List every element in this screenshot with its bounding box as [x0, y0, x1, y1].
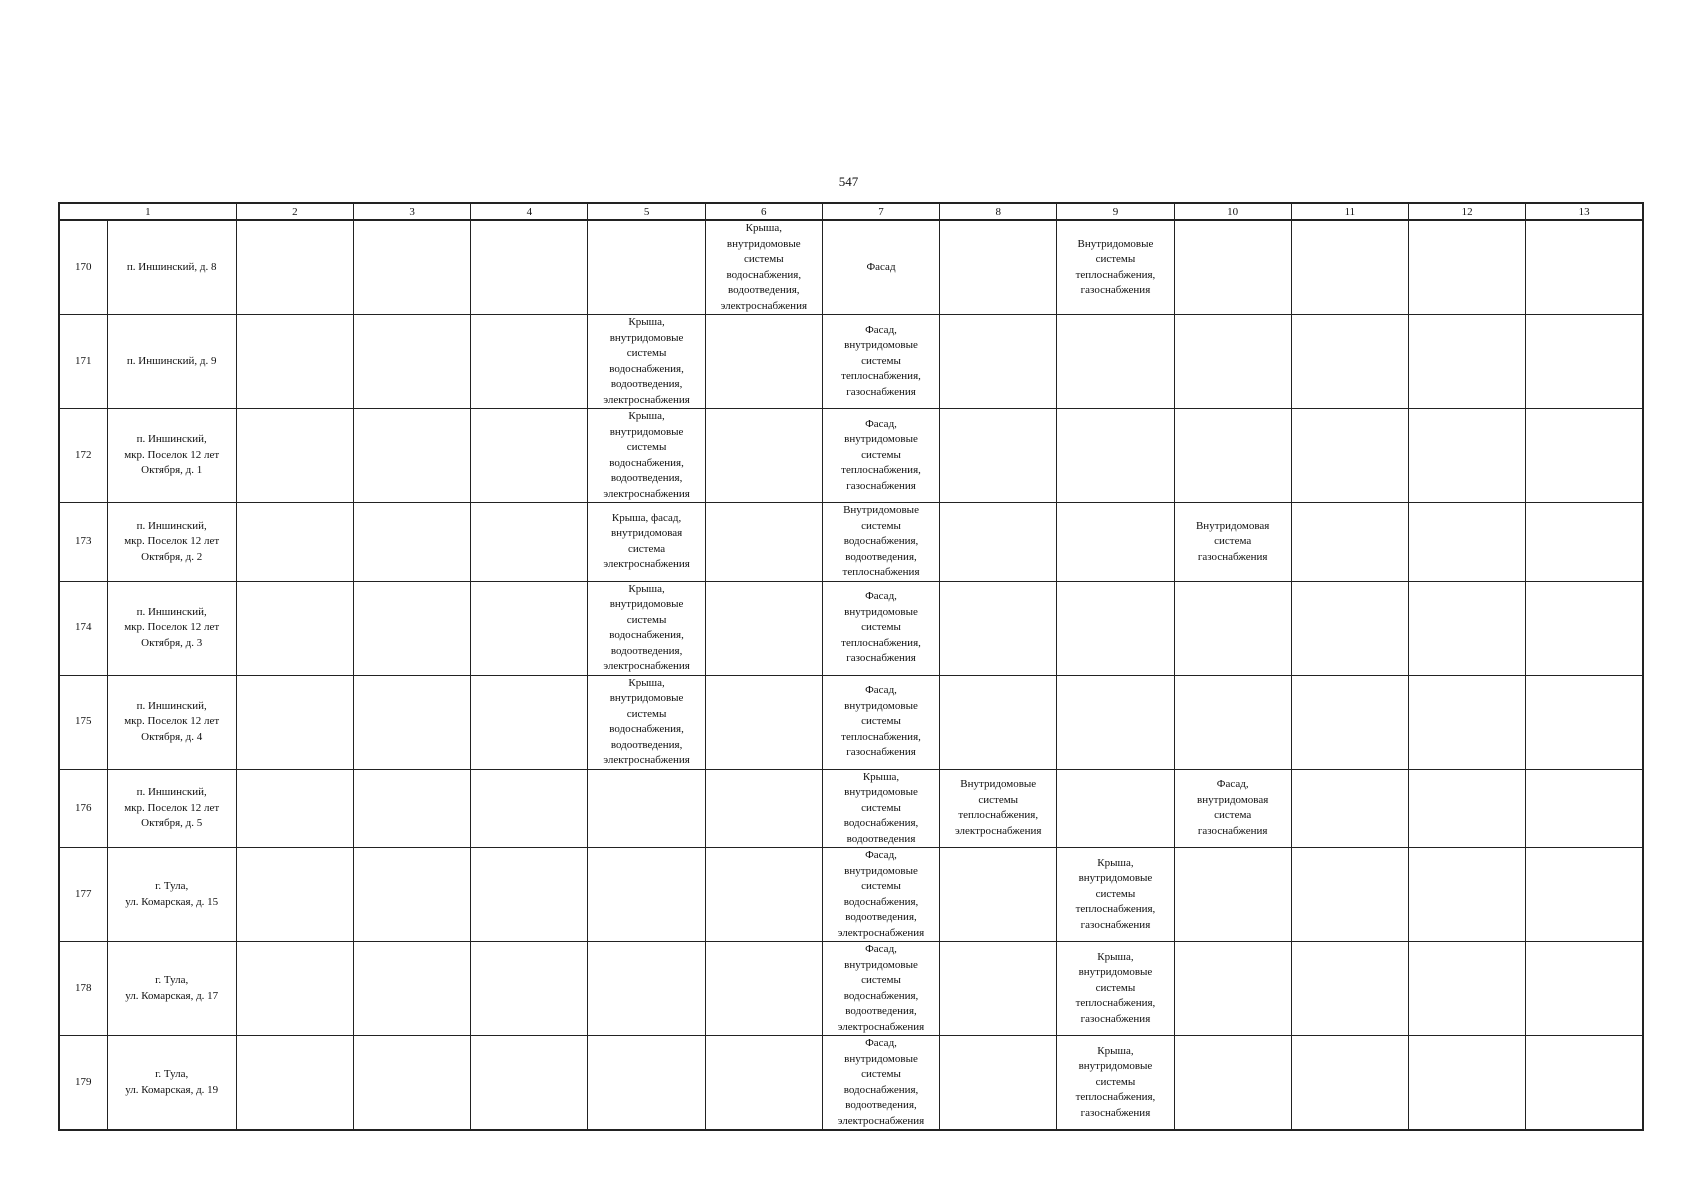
column-header: 5: [588, 203, 705, 220]
address-text: г. Тула, ул. Комарская, д. 17: [125, 974, 219, 1002]
work-cell: [1291, 503, 1408, 582]
work-cell: [588, 409, 705, 503]
work-cell: [1409, 220, 1526, 315]
work-cell: [940, 675, 1057, 769]
work-cell: [236, 581, 353, 675]
work-cell: [354, 409, 471, 503]
row-number: 173: [59, 503, 107, 582]
work-cell: [588, 769, 705, 848]
work-description: Фасад, внутридомовые системы водоснабжения, водоотведения, электроснабжения: [837, 1037, 925, 1127]
work-description: Фасад, внутридомовые системы теплоснабжения, газоснабжения: [841, 417, 921, 492]
work-description: Крыша, внутридомовые системы водоснабжения, водоотведения, электроснабжения: [603, 316, 690, 406]
work-cell: [354, 1036, 471, 1131]
work-cell: [236, 1036, 353, 1131]
work-cell: [471, 675, 588, 769]
address-text: г. Тула, ул. Комарская, д. 15: [125, 880, 219, 908]
address-cell: [107, 220, 236, 315]
work-cell: [236, 220, 353, 315]
work-cell: [940, 769, 1057, 848]
column-header: 9: [1057, 203, 1174, 220]
work-description: Фасад, внутридомовые системы теплоснабжения, газоснабжения: [841, 684, 921, 759]
work-cell: [1057, 675, 1174, 769]
work-cell: [1057, 581, 1174, 675]
work-cell: [354, 503, 471, 582]
column-header: 6: [705, 203, 822, 220]
work-cell: [705, 409, 822, 503]
work-cell: [822, 942, 939, 1036]
work-cell: [1409, 581, 1526, 675]
work-cell: [1174, 409, 1291, 503]
work-cell: [1291, 848, 1408, 942]
column-header: 8: [940, 203, 1057, 220]
work-cell: [354, 769, 471, 848]
row-number: 172: [59, 409, 107, 503]
work-cell: [1174, 581, 1291, 675]
work-cell: [1526, 1036, 1643, 1131]
work-description: Крыша, внутридомовые системы теплоснабжения, газоснабжения: [1075, 1044, 1156, 1119]
row-number: 177: [59, 848, 107, 942]
address-cell: [107, 409, 236, 503]
table-row: [59, 503, 1643, 582]
address-text: г. Тула, ул. Комарская, д. 19: [125, 1068, 219, 1096]
work-cell: [1526, 942, 1643, 1036]
work-cell: [1057, 409, 1174, 503]
work-cell: [940, 503, 1057, 582]
repair-schedule-table: [58, 202, 1644, 1131]
address-text: п. Иншинский, мкр. Поселок 12 лет Октября, д. 3: [124, 605, 220, 649]
work-cell: [705, 220, 822, 315]
work-cell: [354, 848, 471, 942]
work-cell: [236, 503, 353, 582]
work-cell: [471, 315, 588, 409]
row-number: 178: [59, 942, 107, 1036]
work-description: Крыша, фасад, внутридомовая система электроснабжения: [603, 511, 690, 571]
work-cell: [354, 220, 471, 315]
column-header: 10: [1174, 203, 1291, 220]
work-cell: [1526, 675, 1643, 769]
column-header: 4: [471, 203, 588, 220]
work-cell: [1174, 942, 1291, 1036]
work-cell: [1409, 1036, 1526, 1131]
work-cell: [236, 942, 353, 1036]
work-cell: [940, 315, 1057, 409]
work-cell: [236, 769, 353, 848]
work-description: Крыша, внутридомовые системы теплоснабжения, газоснабжения: [1075, 950, 1156, 1025]
address-text: п. Иншинский, д. 8: [126, 260, 217, 273]
table-row: [59, 942, 1643, 1036]
work-cell: [1174, 220, 1291, 315]
work-cell: [236, 848, 353, 942]
address-cell: [107, 675, 236, 769]
address-cell: [107, 1036, 236, 1131]
work-cell: [1291, 675, 1408, 769]
work-description: Крыша, внутридомовые системы водоснабжения, водоотведения, электроснабжения: [603, 582, 690, 672]
work-cell: [471, 769, 588, 848]
row-number: 174: [59, 581, 107, 675]
work-description: Крыша, внутридомовые системы водоснабжения, водоотведения, электроснабжения: [603, 410, 690, 500]
work-cell: [236, 409, 353, 503]
work-description: Фасад: [866, 260, 896, 273]
work-cell: [1057, 220, 1174, 315]
work-description: Крыша, внутридомовые системы водоснабжения, водоотведения: [843, 770, 919, 845]
row-number: 176: [59, 769, 107, 848]
work-cell: [588, 848, 705, 942]
work-cell: [354, 675, 471, 769]
work-cell: [1291, 1036, 1408, 1131]
work-cell: [822, 503, 939, 582]
work-cell: [705, 315, 822, 409]
work-description: Крыша, внутридомовые системы теплоснабжения, газоснабжения: [1075, 856, 1156, 931]
work-cell: [822, 1036, 939, 1131]
work-description: Фасад, внутридомовые системы теплоснабжения, газоснабжения: [841, 590, 921, 665]
work-cell: [822, 581, 939, 675]
work-cell: [1291, 769, 1408, 848]
work-cell: [705, 675, 822, 769]
work-cell: [822, 848, 939, 942]
work-cell: [1057, 503, 1174, 582]
page-number: 547: [838, 174, 859, 189]
work-cell: [1057, 848, 1174, 942]
address-text: п. Иншинский, мкр. Поселок 12 лет Октября, д. 4: [124, 699, 220, 743]
work-cell: [822, 220, 939, 315]
work-cell: [588, 503, 705, 582]
work-cell: [1291, 409, 1408, 503]
table-row: [59, 409, 1643, 503]
work-cell: [940, 220, 1057, 315]
work-cell: [1526, 581, 1643, 675]
work-description: Фасад, внутридомовые системы теплоснабжения, газоснабжения: [841, 323, 921, 398]
row-number: 175: [59, 675, 107, 769]
table-row: [59, 315, 1643, 409]
table-row: [59, 581, 1643, 675]
work-cell: [1526, 503, 1643, 582]
work-description: Внутридомовые системы теплоснабжения, газоснабжения: [1075, 237, 1156, 296]
work-cell: [940, 848, 1057, 942]
work-description: Фасад, внутридомовые системы водоснабжения, водоотведения, электроснабжения: [837, 943, 925, 1033]
table-row: [59, 848, 1643, 942]
work-cell: [471, 503, 588, 582]
work-cell: [1174, 848, 1291, 942]
work-cell: [588, 581, 705, 675]
work-cell: [1174, 1036, 1291, 1131]
work-cell: [705, 848, 822, 942]
work-cell: [1409, 503, 1526, 582]
row-number: 171: [59, 315, 107, 409]
work-cell: [471, 220, 588, 315]
work-cell: [1057, 1036, 1174, 1131]
address-text: п. Иншинский, мкр. Поселок 12 лет Октября, д. 5: [124, 786, 220, 829]
work-cell: [705, 769, 822, 848]
work-cell: [236, 675, 353, 769]
work-cell: [1291, 220, 1408, 315]
work-cell: [822, 409, 939, 503]
work-cell: [822, 315, 939, 409]
address-cell: [107, 315, 236, 409]
work-cell: [354, 581, 471, 675]
work-cell: [1526, 848, 1643, 942]
work-cell: [705, 503, 822, 582]
work-cell: [940, 409, 1057, 503]
work-cell: [471, 848, 588, 942]
column-header: 3: [354, 203, 471, 220]
address-text: п. Иншинский, мкр. Поселок 12 лет Октября, д. 1: [124, 433, 220, 477]
work-cell: [471, 409, 588, 503]
table-row: [59, 675, 1643, 769]
work-cell: [1409, 848, 1526, 942]
work-cell: [1526, 769, 1643, 848]
work-cell: [940, 942, 1057, 1036]
address-text: п. Иншинский, мкр. Поселок 12 лет Октября, д. 2: [124, 519, 220, 563]
work-cell: [471, 581, 588, 675]
work-cell: [1526, 220, 1643, 315]
work-cell: [1409, 315, 1526, 409]
work-cell: [1409, 769, 1526, 848]
header-row: [59, 203, 1643, 220]
work-cell: [1174, 675, 1291, 769]
work-cell: [822, 675, 939, 769]
work-cell: [236, 315, 353, 409]
work-cell: [1409, 675, 1526, 769]
work-cell: [1174, 503, 1291, 582]
column-header: 13: [1526, 203, 1643, 220]
work-cell: [1291, 942, 1408, 1036]
column-header: 7: [822, 203, 939, 220]
work-cell: [705, 1036, 822, 1131]
work-cell: [1057, 769, 1174, 848]
column-header: 2: [236, 203, 353, 220]
work-cell: [588, 942, 705, 1036]
work-cell: [1526, 315, 1643, 409]
work-cell: [588, 315, 705, 409]
table-row: [59, 1036, 1643, 1131]
work-cell: [940, 1036, 1057, 1131]
work-cell: [471, 942, 588, 1036]
work-description: Фасад, внутридомовые системы водоснабжения, водоотведения, электроснабжения: [837, 849, 925, 939]
work-cell: [1174, 769, 1291, 848]
work-description: Внутридомовые системы теплоснабжения, электроснабжения: [955, 778, 1042, 837]
work-cell: [1409, 409, 1526, 503]
column-header: 12: [1409, 203, 1526, 220]
work-cell: [1174, 315, 1291, 409]
work-cell: [1409, 942, 1526, 1036]
work-cell: [588, 220, 705, 315]
work-description: Внутридомовая система газоснабжения: [1195, 519, 1270, 563]
work-cell: [705, 581, 822, 675]
work-description: Внутридомовые системы водоснабжения, водоотведения, теплоснабжения: [842, 504, 920, 578]
table-row: [59, 220, 1643, 315]
address-cell: [107, 942, 236, 1036]
row-number: 179: [59, 1036, 107, 1131]
work-cell: [1291, 315, 1408, 409]
work-description: Крыша, внутридомовые системы водоснабжения, водоотведения, электроснабжения: [603, 676, 690, 766]
work-cell: [354, 942, 471, 1036]
work-cell: [1057, 942, 1174, 1036]
address-cell: [107, 769, 236, 848]
work-description: Крыша, внутридомовые системы водоснабжения, водоотведения, электроснабжения: [720, 222, 808, 312]
work-cell: [1526, 409, 1643, 503]
work-cell: [354, 315, 471, 409]
row-number: 170: [59, 220, 107, 315]
work-cell: [588, 675, 705, 769]
address-cell: [107, 581, 236, 675]
work-description: Фасад, внутридомовая система газоснабжения: [1197, 778, 1269, 837]
work-cell: [1291, 581, 1408, 675]
work-cell: [822, 769, 939, 848]
work-cell: [1057, 315, 1174, 409]
work-cell: [471, 1036, 588, 1131]
address-cell: [107, 503, 236, 582]
work-cell: [940, 581, 1057, 675]
table-row: [59, 769, 1643, 848]
column-header: 1: [59, 203, 236, 220]
address-cell: [107, 848, 236, 942]
work-cell: [588, 1036, 705, 1131]
column-header: 11: [1291, 203, 1408, 220]
work-cell: [705, 942, 822, 1036]
address-text: п. Иншинский, д. 9: [126, 354, 217, 367]
